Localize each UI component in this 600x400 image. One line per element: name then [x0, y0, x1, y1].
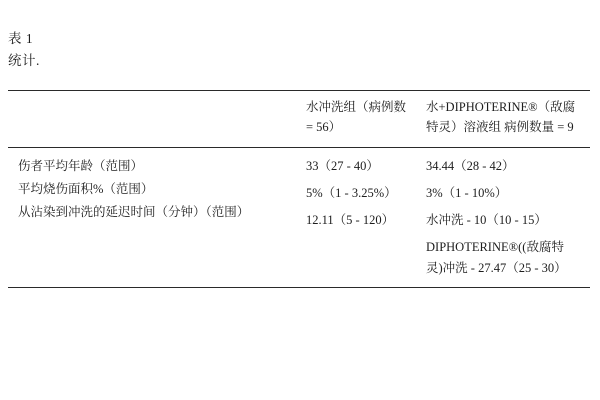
diphoterine-group-mean-burn-area: 3%（1 - 10%） — [426, 186, 508, 200]
statistics-table — [8, 90, 590, 288]
water-group-mean-burn-area: 5%（1 - 3.25%） — [306, 186, 397, 200]
caption-line-2: 统计. — [8, 53, 40, 68]
table-header — [8, 91, 590, 148]
row-label-mean-burn-area: 平均烧伤面积%（范围） — [18, 182, 154, 196]
diphoterine-group-values-cell — [426, 148, 590, 288]
table-caption — [0, 28, 600, 72]
water-group-values-cell — [306, 148, 426, 288]
diphoterine-group-delay-diphoterine: DIPHOTERINE®((敌腐特灵)冲洗 - 27.47（25 - 30） — [426, 240, 567, 275]
water-group-delay-time: 12.11（5 - 120） — [306, 213, 395, 227]
column-header-water-group: 水冲洗组（病例数 = 56） — [306, 100, 407, 134]
row-label-cell — [8, 148, 306, 288]
diphoterine-group-delay-water: 水冲洗 - 10（10 - 15） — [426, 213, 547, 227]
column-header-blank — [8, 91, 306, 148]
table-body — [8, 148, 590, 288]
row-label-mean-age: 伤者平均年龄（范围） — [18, 159, 144, 173]
diphoterine-group-mean-age: 34.44（28 - 42） — [426, 159, 515, 173]
column-header-diphoterine-group: 水+DIPHOTERINE®（敌腐特灵）溶液组 病例数量 = 9 — [426, 100, 576, 134]
water-group-mean-age: 33（27 - 40） — [306, 159, 379, 173]
caption-line-1: 表 1 — [8, 31, 34, 46]
table-row — [8, 148, 590, 288]
row-label-delay-time: 从沾染到冲洗的延迟时间（分钟）（范围） — [18, 205, 250, 219]
table-header-row — [8, 91, 590, 148]
